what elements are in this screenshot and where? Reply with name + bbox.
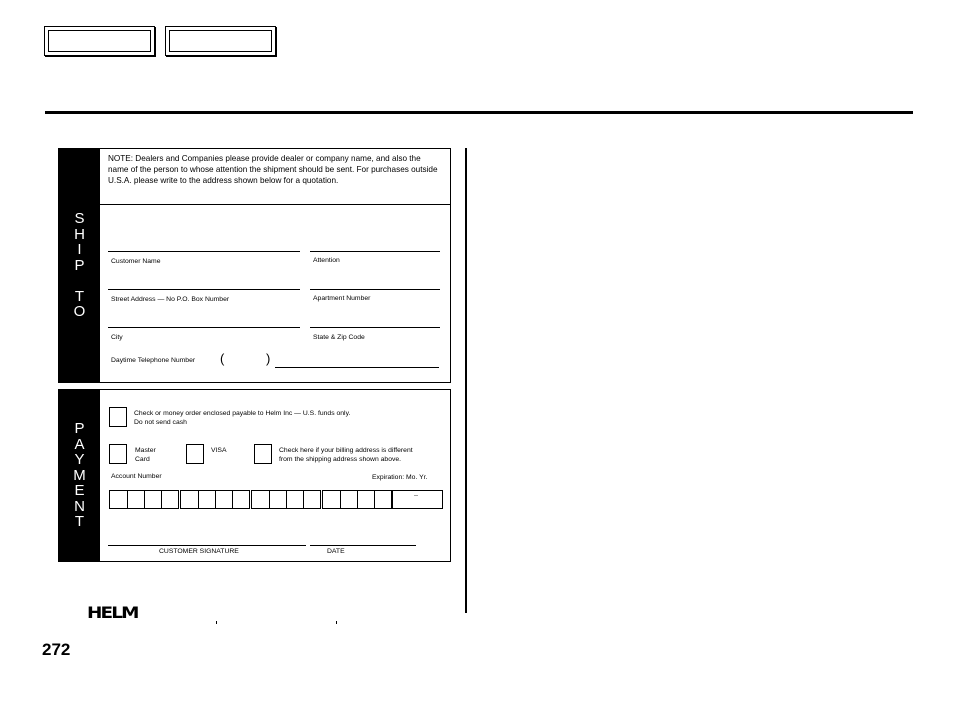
account-number-group-4[interactable] — [322, 490, 392, 509]
digit-divider — [144, 491, 145, 508]
date-label: DATE — [327, 548, 345, 555]
visa-checkbox[interactable] — [186, 444, 204, 464]
date-field[interactable] — [310, 545, 416, 546]
phone-paren-open: ( — [220, 351, 225, 366]
column-divider — [465, 148, 467, 613]
account-number-group-1[interactable] — [109, 490, 179, 509]
digit-divider — [127, 491, 128, 508]
sidebar-letter: E — [74, 482, 85, 500]
crop-mark — [216, 621, 217, 624]
customer-name-field[interactable] — [108, 251, 300, 252]
expiration-separator: -- — [414, 493, 418, 499]
ship-to-note: NOTE: Dealers and Companies please provide dealer or company name, and also the name of the person to whose attention the shipment should be sent. For purchases outside U.S.A. please write to the address shown below for a quotation. — [108, 154, 438, 185]
mastercard-line-1: Master — [135, 447, 156, 454]
sidebar-letter: N — [74, 497, 85, 515]
billing-address-label — [279, 447, 413, 464]
digit-divider — [340, 491, 341, 508]
payment-panel — [58, 389, 451, 562]
sidebar-letter: T — [74, 513, 85, 531]
payment-sidebar — [59, 390, 100, 561]
signature-field[interactable] — [108, 545, 306, 546]
billing-line-2: from the shipping address shown above. — [279, 455, 402, 463]
daytime-phone-label: Daytime Telephone Number — [111, 357, 196, 364]
digit-divider — [286, 491, 287, 508]
sidebar-letter: Y — [74, 451, 85, 469]
sidebar-letter: H — [74, 225, 85, 243]
sidebar-letter: P — [74, 419, 85, 437]
helm-logo: HELM — [87, 603, 138, 622]
note-divider — [100, 204, 450, 205]
digit-divider — [215, 491, 216, 508]
digit-divider — [161, 491, 162, 508]
billing-address-checkbox[interactable] — [254, 444, 272, 464]
city-label: City — [111, 334, 123, 341]
nav-button-2[interactable] — [165, 26, 276, 56]
sidebar-letter: M — [73, 466, 86, 484]
state-zip-label: State & Zip Code — [313, 334, 365, 341]
state-zip-field[interactable] — [310, 327, 440, 328]
digit-divider — [357, 491, 358, 508]
account-number-group-3[interactable] — [251, 490, 321, 509]
digit-divider — [232, 491, 233, 508]
mastercard-checkbox[interactable] — [109, 444, 127, 464]
signature-label: CUSTOMER SIGNATURE — [159, 548, 239, 555]
sidebar-letter: P — [74, 256, 85, 274]
header-rule — [45, 111, 913, 114]
apartment-number-label: Apartment Number — [313, 295, 371, 302]
visa-label: VISA — [211, 447, 227, 454]
ship-to-panel — [58, 148, 451, 383]
digit-divider — [374, 491, 375, 508]
digit-divider — [269, 491, 270, 508]
mastercard-line-2: Card — [135, 455, 150, 463]
sidebar-letter: S — [74, 209, 85, 227]
check-money-order-checkbox[interactable] — [109, 407, 127, 427]
street-address-label: Street Address — No P.O. Box Number — [111, 296, 230, 303]
check-line-1: Check or money order enclosed payable to Helm Inc — U.S. funds only. — [134, 410, 351, 417]
crop-mark — [336, 621, 337, 624]
nav-button-1[interactable] — [44, 26, 155, 56]
page-number: 272 — [42, 640, 71, 659]
customer-name-label: Customer Name — [111, 258, 161, 265]
daytime-phone-field[interactable] — [275, 367, 439, 368]
apartment-number-field[interactable] — [310, 289, 440, 290]
mastercard-label — [135, 447, 156, 464]
digit-divider — [303, 491, 304, 508]
check-money-order-label — [134, 410, 350, 427]
attention-field[interactable] — [310, 251, 440, 252]
billing-line-1: Check here if your billing address is different — [279, 447, 413, 454]
sidebar-letter: A — [74, 435, 85, 453]
expiration-field[interactable] — [392, 490, 443, 509]
attention-label: Attention — [313, 257, 340, 264]
account-number-group-2[interactable] — [180, 490, 250, 509]
sidebar-letter: O — [73, 303, 86, 321]
ship-to-sidebar — [59, 149, 100, 382]
check-line-2: Do not send cash — [134, 418, 187, 426]
city-field[interactable] — [108, 327, 300, 328]
phone-paren-close: ) — [266, 351, 271, 366]
account-number-label: Account Number — [111, 473, 162, 480]
sidebar-letter: T — [74, 287, 85, 305]
expiration-label: Expiration: Mo. Yr. — [372, 474, 428, 481]
digit-divider — [198, 491, 199, 508]
street-address-field[interactable] — [108, 289, 300, 290]
sidebar-letter: I — [77, 241, 82, 259]
